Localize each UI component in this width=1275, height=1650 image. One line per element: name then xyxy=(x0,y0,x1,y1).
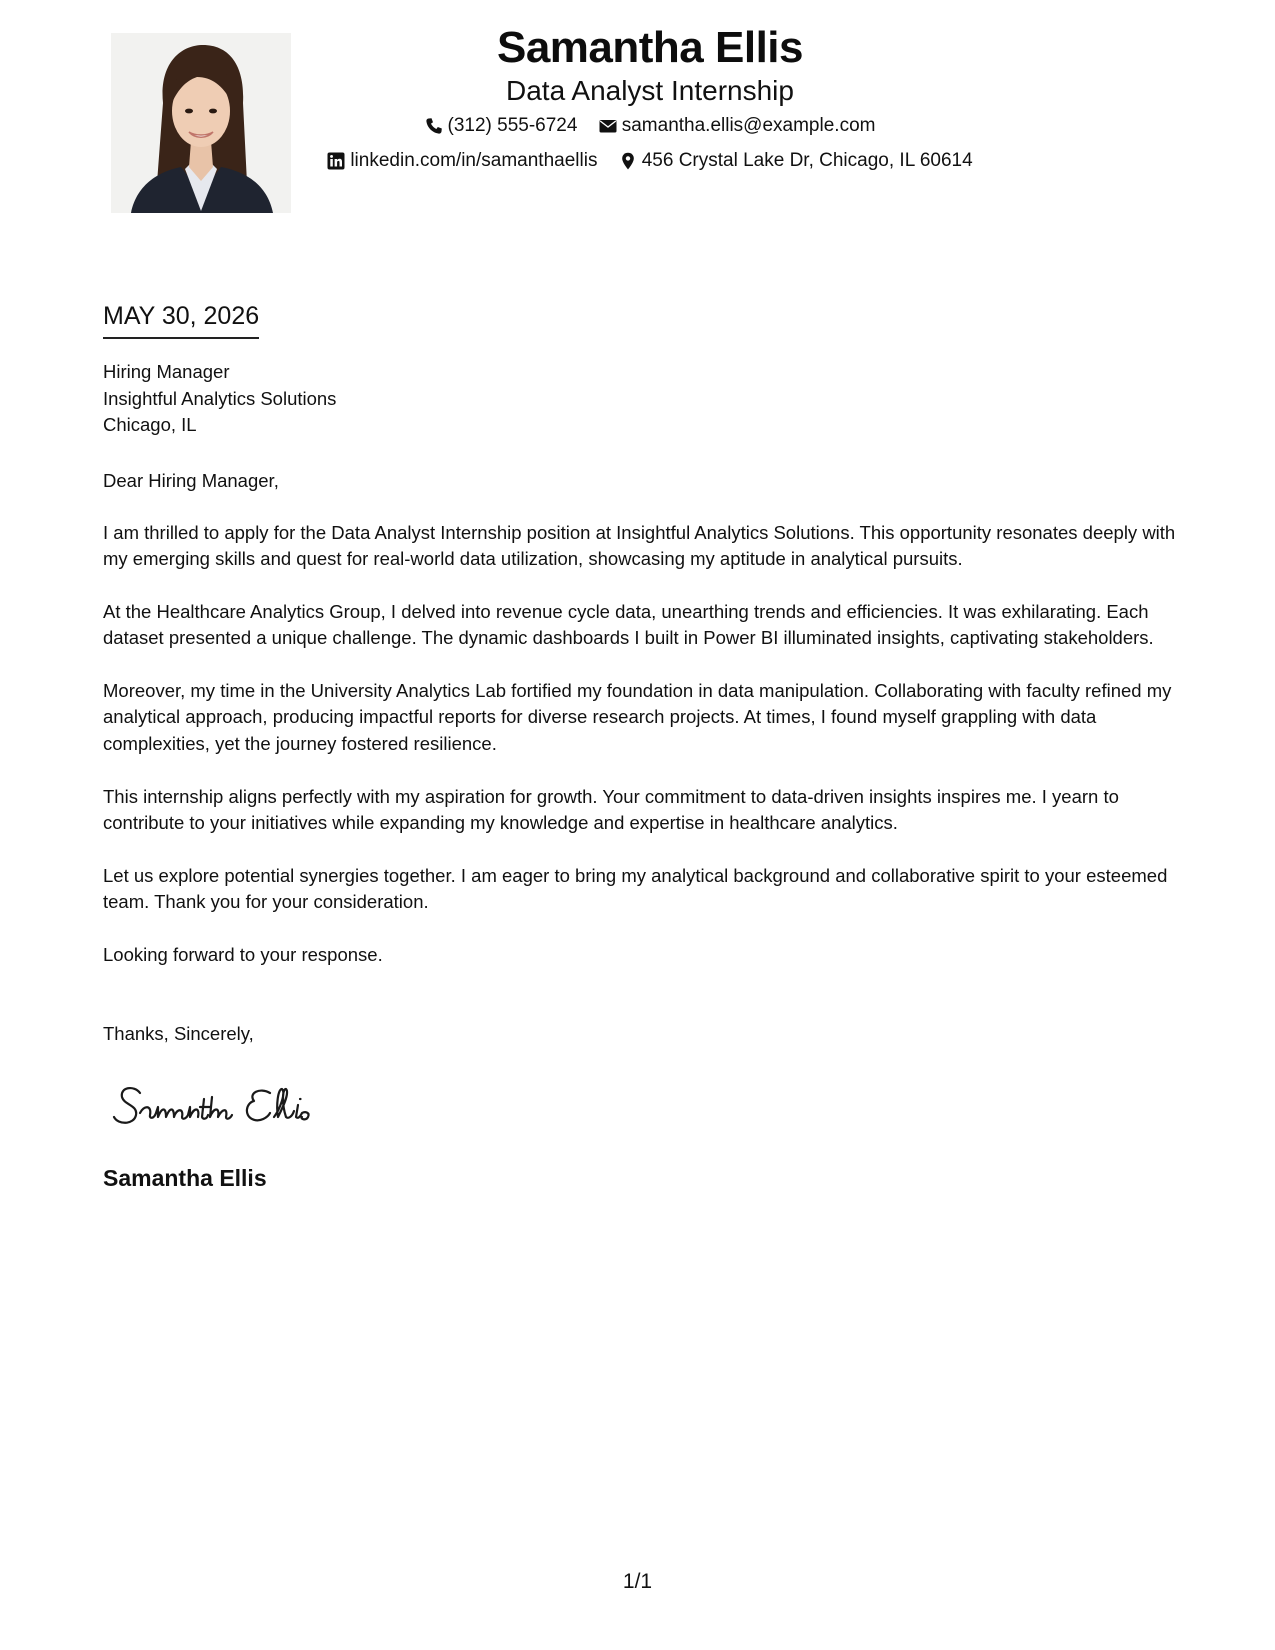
email-contact[interactable] xyxy=(599,113,876,139)
recipient-block xyxy=(103,359,336,439)
contact-row-secondary xyxy=(300,148,1000,178)
recipient-company: Insightful Analytics Solutions xyxy=(103,387,337,409)
phone-contact[interactable] xyxy=(425,113,578,139)
letter-header xyxy=(300,22,1000,178)
phone-icon xyxy=(425,117,443,135)
body-paragraph: At the Healthcare Analytics Group, I delved into revenue cycle data, unearthing trends and efficiencies. It was exhilarating. Each dataset presented a unique challenge. The dynamic dashboards I built in Power BI illuminated insights, captivating stakeholders. xyxy=(103,601,1154,649)
email-address: samantha.ellis@example.com xyxy=(621,115,876,136)
contact-row-primary xyxy=(300,113,1000,143)
linkedin-contact[interactable] xyxy=(327,148,597,174)
position-title: Data Analyst Internship xyxy=(506,75,794,106)
profile-photo xyxy=(111,33,291,213)
map-marker-icon xyxy=(619,152,637,170)
salutation: Dear Hiring Manager, xyxy=(103,470,279,491)
body-paragraph: Looking forward to your response. xyxy=(103,943,383,965)
recipient-location: Chicago, IL xyxy=(103,414,197,435)
linkedin-url: linkedin.com/in/samanthaellis xyxy=(350,150,598,171)
letter-body xyxy=(103,520,1183,995)
letter-date: MAY 30, 2026 xyxy=(103,300,259,339)
linkedin-icon xyxy=(327,152,345,170)
closing-line: Thanks, Sincerely, xyxy=(103,1023,254,1044)
envelope-icon xyxy=(599,117,617,135)
recipient-title: Hiring Manager xyxy=(103,361,230,382)
applicant-name: Samantha Ellis xyxy=(496,23,803,72)
phone-number: (312) 555-6724 xyxy=(447,115,578,136)
body-paragraph: Let us explore potential synergies together. I am eager to bring my analytical background and collaborative spirit to your esteemed team. Thank you for your consideration. xyxy=(103,864,1168,912)
body-paragraph: Moreover, my time in the University Analytics Lab fortified my foundation in data manipulation. Collaborating with faculty refined my analytical approach, producing impactful reports for diverse research projects. At times, I found myself grappling with data complexities, yet the journey fostered resilience. xyxy=(103,680,1172,754)
home-address: 456 Crystal Lake Dr, Chicago, IL 60614 xyxy=(641,150,973,171)
address-contact xyxy=(619,148,973,174)
page-number: 1/1 xyxy=(622,1570,653,1593)
body-paragraph: This internship aligns perfectly with my aspiration for growth. Your commitment to data-driven insights inspires me. I yearn to contribute to your initiatives while expanding my knowledge and expertise in healthcare analytics. xyxy=(103,785,1119,833)
signer-name: Samantha Ellis xyxy=(103,1165,267,1191)
handwritten-signature xyxy=(110,1075,360,1135)
body-paragraph: I am thrilled to apply for the Data Analyst Internship position at Insightful Analytics Solutions. This opportunity resonates deeply with my emerging skills and quest for real-world data utilization, showcasing my aptitude in analytical pursuits. xyxy=(103,522,1176,570)
